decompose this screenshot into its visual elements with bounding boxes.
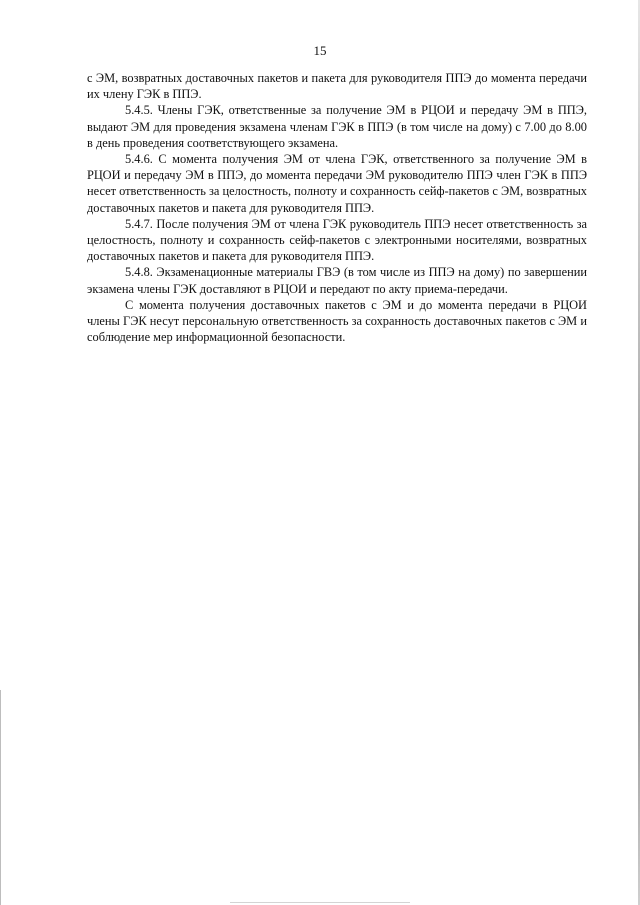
scan-edge-bottom — [230, 902, 410, 903]
page-number: 15 — [313, 43, 327, 58]
document-body — [87, 70, 587, 345]
scan-edge-left — [0, 690, 1, 905]
paragraph-5-4-6: 5.4.6. С момента получения ЭМ от члена ГЭК, ответственного за получение ЭМ в РЦОИ и передачу ЭМ в ППЭ, до момента передачи ЭМ руководителю ППЭ член ГЭК в ППЭ несет ответственность за целостность, полноту и сохранность сейф-пакетов с ЭМ, возвратных доставочных пакетов и пакета для руководителя ППЭ. — [87, 152, 587, 215]
paragraph-5-4-5: 5.4.5. Члены ГЭК, ответственные за получение ЭМ в РЦОИ и передачу ЭМ в ППЭ, выдают ЭМ для проведения экзамена членам ГЭК в ППЭ (в том числе на дому) с 7.00 до 8.00 в день проведения соответствующего экзамена. — [87, 103, 587, 150]
paragraph-continuation: с ЭМ, возвратных доставочных пакетов и пакета для руководителя ППЭ до момента передачи их члену ГЭК в ППЭ. — [87, 71, 587, 102]
paragraph-5-4-8: 5.4.8. Экзаменационные материалы ГВЭ (в том числе из ППЭ на дому) по завершении экзамена члены ГЭК доставляют в РЦОИ и передают по акту приема-передачи. — [87, 265, 587, 296]
paragraph-5-4-7: 5.4.7. После получения ЭМ от члена ГЭК руководитель ППЭ несет ответственность за целостность, полноту и сохранность сейф-пакетов с электронными носителями, возвратных доставочных пакетов и пакета для руководителя ППЭ. — [87, 216, 587, 264]
paragraph-responsibility: С момента получения доставочных пакетов с ЭМ и до момента передачи в РЦОИ члены ГЭК несут персональную ответственность за сохранность доставочных пакетов с ЭМ и соблюдение мер информационной безопасности. — [87, 297, 587, 345]
